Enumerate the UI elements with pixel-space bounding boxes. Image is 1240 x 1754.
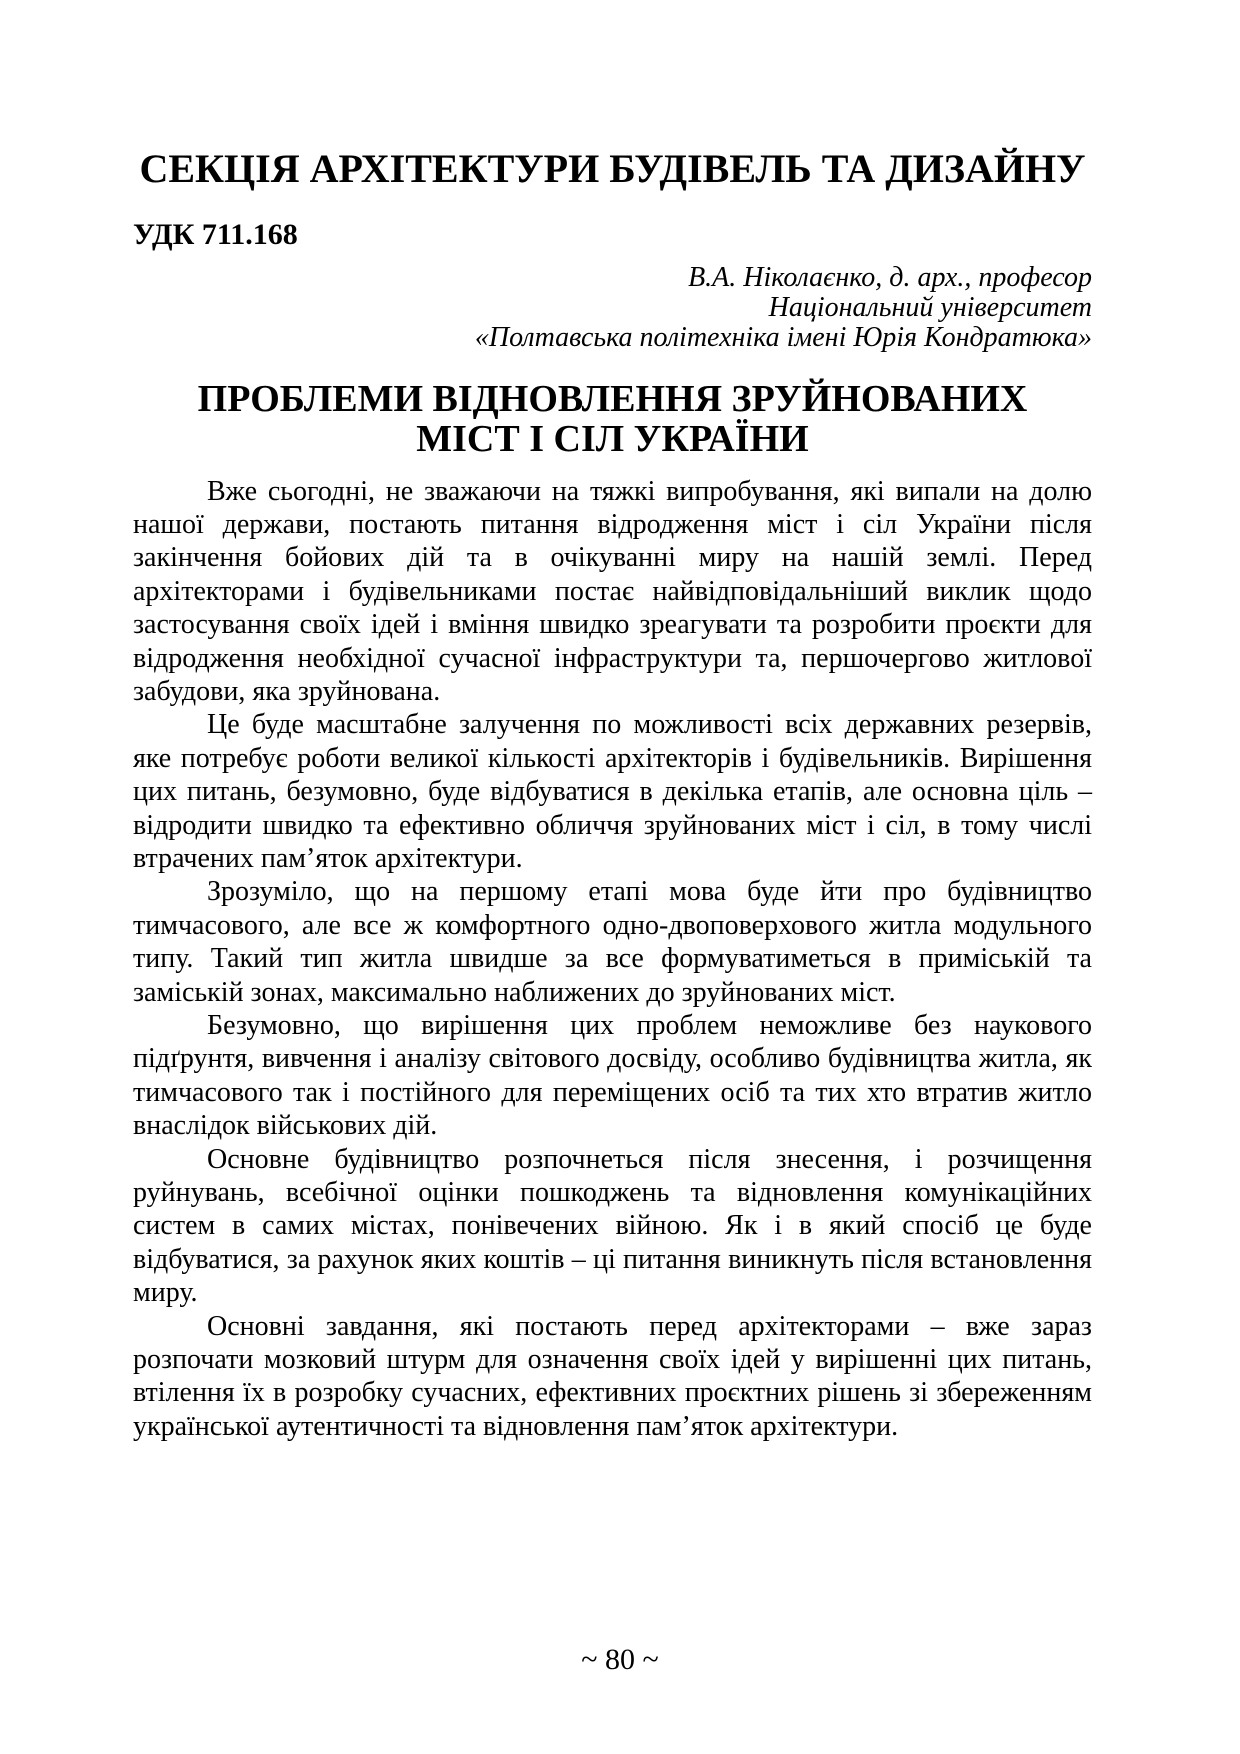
article-title [133, 379, 1092, 459]
page-number: ~ 80 ~ [581, 1643, 659, 1676]
author-affiliation-line2: «Полтавська політехніка імені Юрія Кондратюка» [474, 321, 1092, 353]
article-body [133, 475, 1092, 1444]
section-title: СЕКЦІЯ АРХІТЕКТУРИ БУДІВЕЛЬ ТА ДИЗАЙНУ [139, 146, 1086, 191]
paragraph: Безумовно, що вирішення цих проблем неможливе без наукового підґрунтя, вивчення і аналізу світового досвіду, особливо будівництва житла, як тимчасового так і постійного для переміщених осіб та тих хто втратив житло внаслідок військових дій. [133, 1010, 1092, 1142]
author-affiliation-line1: Національний університет [768, 291, 1092, 323]
paragraph: Основні завдання, які постають перед архітекторами – вже зараз розпочати мозковий штурм для означення своїх ідей у вирішенні цих питань, втілення їх в розробку сучасних, ефективних проєктних рішень зі збереженням української аутентичності та відновлення пам’яток архітектури. [133, 1310, 1092, 1442]
paragraph: Це буде масштабне залучення по можливості всіх державних резервів, яке потребує роботи великої кількості архітекторів і будівельників. Вирішення цих питань, безумовно, буде відбуватися в декілька етапів, але основна ціль – відродити швидко та ефективно обличчя зруйнованих міст і сіл, в тому числі втрачених пам’яток архітектури. [133, 709, 1092, 874]
page-content [133, 146, 1092, 1443]
paragraph: Вже сьогодні, не зважаючи на тяжкі випробування, які випали на долю нашої держави, постають питання відродження міст і сіл України після закінчення бойових дій та в очікуванні миру на нашій землі. Перед архітекторами і будівельниками постає найвідповідальніший виклик щодо застосування своїх ідей і вміння швидко зреагувати та розробити проєкти для відродження необхідної сучасної інфраструктури та, першочергово житлової забудови, яка зруйнована. [133, 475, 1092, 707]
article-title-line1: ПРОБЛЕМИ ВІДНОВЛЕННЯ ЗРУЙНОВАНИХ [197, 377, 1028, 420]
paragraph: Зрозуміло, що на першому етапі мова буде йти про будівництво тимчасового, але все ж комфортного одно-двоповерхового житла модульного типу. Такий тип житла швидше за все формуватиметься в приміській та заміській зонах, максимально наближених до зруйнованих міст. [133, 876, 1092, 1008]
article-title-line2: МІСТ І СІЛ УКРАЇНИ [416, 417, 809, 460]
author-block [133, 263, 1092, 353]
udc-code: УДК 711.168 [133, 218, 298, 251]
paragraph: Основне будівництво розпочнеться після знесення, і розчищення руйнувань, всебічної оцінки пошкоджень та відновлення комунікаційних систем в самих містах, понівечених війною. Як і в який спосіб це буде відбуватися, за рахунок яких коштів – ці питання виникнуть після встановлення миру. [133, 1143, 1092, 1309]
author-name: В.А. Ніколаєнко, д. арх., професор [688, 261, 1092, 293]
